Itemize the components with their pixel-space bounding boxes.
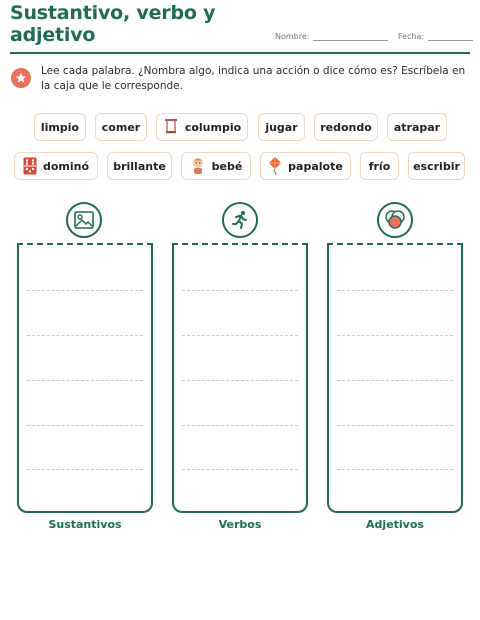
- word-label: atrapar: [393, 120, 441, 134]
- name-field[interactable]: [275, 32, 388, 41]
- writing-line: [27, 469, 143, 470]
- word-label: dominó: [42, 159, 90, 173]
- word-label: jugar: [265, 120, 298, 134]
- adjetivos-box[interactable]: [327, 243, 463, 513]
- color-circles-icon: [377, 202, 413, 238]
- writing-line: [337, 335, 453, 336]
- word-chip-escribir[interactable]: [408, 152, 465, 180]
- date-line[interactable]: [428, 33, 473, 41]
- column-label-verbos: Verbos: [218, 518, 262, 531]
- header-divider: [10, 52, 470, 54]
- writing-line: [182, 290, 298, 291]
- writing-line: [337, 425, 453, 426]
- star-icon: [11, 68, 31, 88]
- word-chip-columpio[interactable]: [156, 113, 248, 141]
- word-label: comer: [101, 120, 141, 134]
- word-chip-atrapar[interactable]: [387, 113, 447, 141]
- word-label: redondo: [320, 120, 372, 134]
- word-chip-papalote[interactable]: [260, 152, 351, 180]
- sustantivos-box[interactable]: [17, 243, 153, 513]
- verbos-box[interactable]: [172, 243, 308, 513]
- word-chip-comer[interactable]: [95, 113, 147, 141]
- date-field[interactable]: [398, 32, 473, 41]
- column-label-adjetivos: Adjetivos: [366, 518, 424, 531]
- writing-line: [182, 380, 298, 381]
- running-person-icon: [222, 202, 258, 238]
- writing-line: [182, 425, 298, 426]
- name-line[interactable]: [313, 33, 388, 41]
- word-label: limpio: [40, 120, 80, 134]
- word-label: columpio: [184, 120, 242, 134]
- word-label: brillante: [113, 159, 166, 173]
- writing-line: [27, 335, 143, 336]
- word-chip-jugar[interactable]: [258, 113, 305, 141]
- writing-line: [27, 380, 143, 381]
- word-chip-frio[interactable]: [360, 152, 399, 180]
- writing-line: [182, 469, 298, 470]
- writing-line: [337, 469, 453, 470]
- swing-icon: [163, 119, 179, 135]
- name-label: Nombre:: [275, 32, 310, 41]
- word-chip-redondo[interactable]: [314, 113, 378, 141]
- word-label: bebé: [211, 159, 243, 173]
- kite-icon: [268, 157, 282, 175]
- writing-line: [27, 290, 143, 291]
- word-label: frío: [368, 159, 391, 173]
- word-chip-brillante[interactable]: [107, 152, 172, 180]
- image-icon: [66, 202, 102, 238]
- writing-line: [182, 335, 298, 336]
- date-label: Fecha:: [398, 32, 425, 41]
- writing-line: [337, 380, 453, 381]
- word-label: papalote: [288, 159, 343, 173]
- word-chip-domino[interactable]: [14, 152, 98, 180]
- column-label-sustantivos: Sustantivos: [48, 518, 122, 531]
- page-title: Sustantivo, verbo y adjetivo: [10, 2, 216, 46]
- baby-icon: [190, 157, 206, 175]
- domino-icon: [23, 157, 37, 175]
- writing-line: [27, 425, 143, 426]
- word-chip-bebe[interactable]: [181, 152, 251, 180]
- instructions-text: Lee cada palabra. ¿Nombra algo, indica una acción o dice cómo es? Escríbela en la caja que le corresponde.: [41, 65, 466, 92]
- writing-line: [337, 290, 453, 291]
- word-label: escribir: [413, 159, 460, 173]
- word-chip-limpio[interactable]: [34, 113, 86, 141]
